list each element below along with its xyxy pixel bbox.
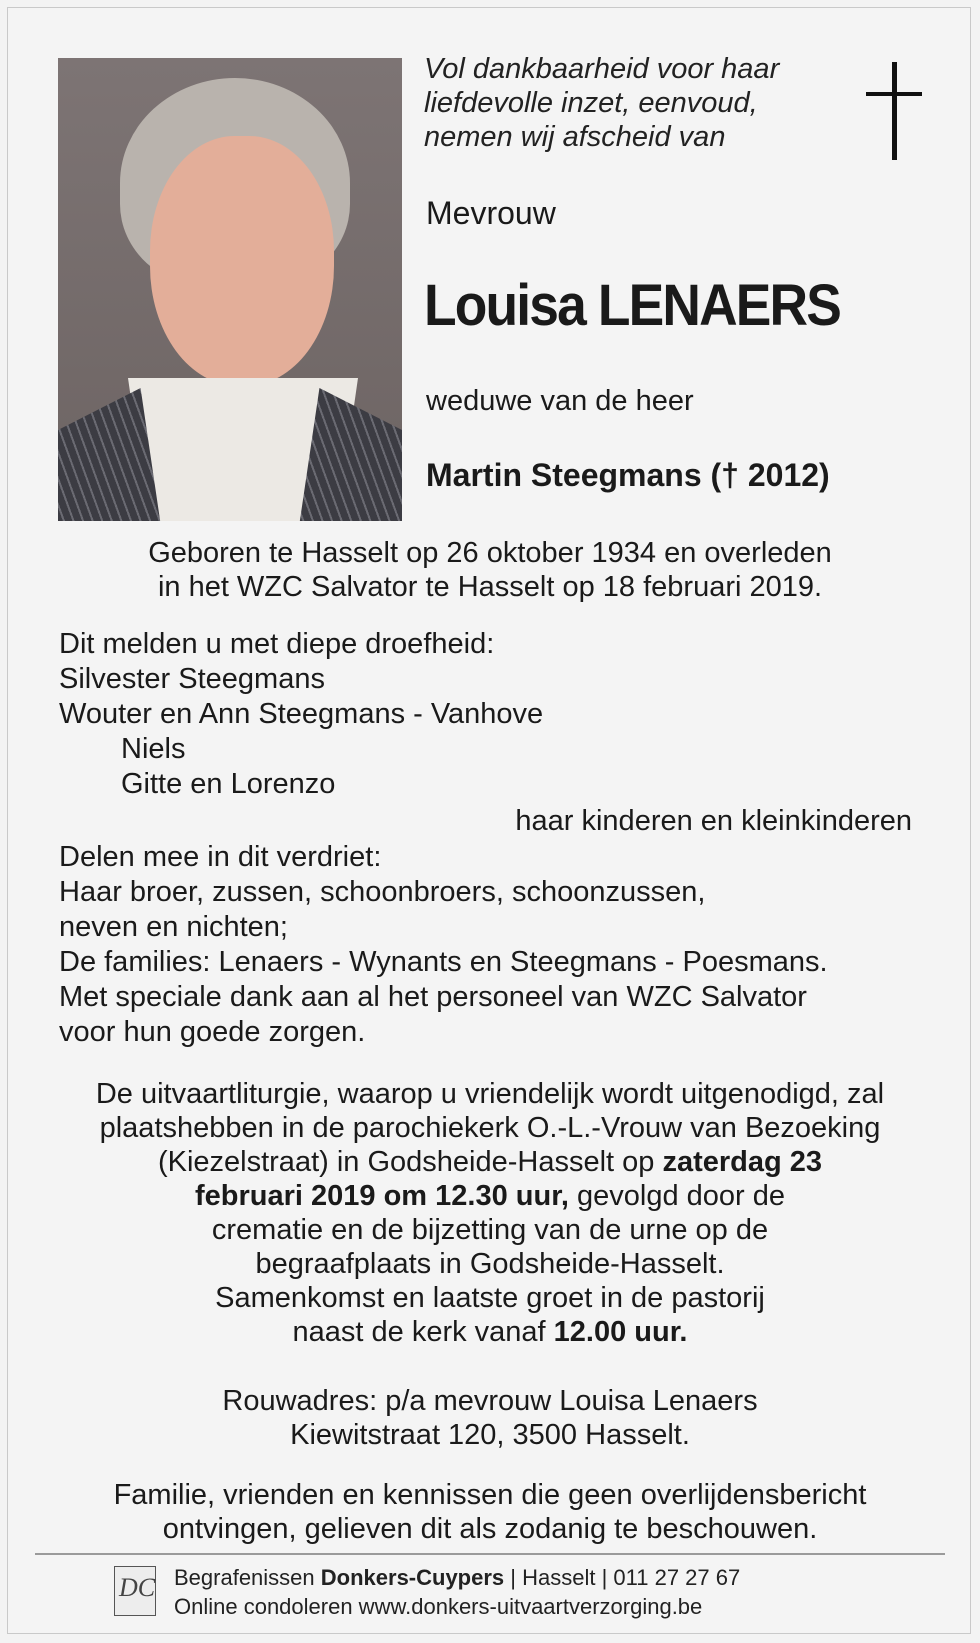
grandchild-line: Niels [121,733,186,765]
funeral-home-footer [174,1563,740,1621]
liturgy-line: crematie en de bijzetting van de urne op de [211,1214,769,1246]
share-line: Delen mee in dit verdriet: [59,841,382,873]
liturgy-line: Samenkomst en laatste groet in de pastorij [215,1282,765,1314]
liturgy-line: februari 2019 om 12.30 uur, gevolgd door de [194,1180,786,1212]
liturgy-date-time: februari 2019 om 12.30 uur, [194,1180,569,1212]
grandchild-line: Gitte en Lorenzo [121,768,336,800]
funeral-home-name: Donkers-Cuypers [320,1565,505,1590]
mourner-line: Wouter en Ann Steegmans - Vanhove [59,698,544,730]
mourner-line: Silvester Steegmans [59,663,325,695]
mourners-block [59,627,543,802]
portrait-photo [58,58,402,521]
closing-note [0,1478,980,1546]
address-line: Kiewitstraat 120, 3500 Hasselt. [290,1419,690,1451]
spouse-name: Martin Steegmans († 2012) [426,457,830,493]
share-line: Met speciale dank aan al het personeel van WZC Salvator [59,981,807,1013]
widow-text: weduwe van de heer [426,385,694,417]
birth-death-text [0,536,980,604]
liturgy-line: De uitvaartliturgie, waarop u vriendelijk wordt uitgenodigd, zal [95,1078,885,1110]
share-line: neven en nichten; [59,911,288,943]
intro-text: Vol dankbaarheid voor haar liefdevolle inzet, eenvoud, nemen wij afscheid van [424,53,780,153]
condolence-link[interactable]: Online condoleren www.donkers-uitvaartverzorging.be [174,1594,703,1619]
birth-line: Geboren te Hasselt op 26 oktober 1934 en overleden [148,537,832,569]
liturgy-block [0,1077,980,1349]
closing-line: ontvingen, gelieven dit als zodanig te beschouwen. [162,1513,818,1545]
mourners-intro: Dit melden u met diepe droefheid: [59,628,495,660]
liturgy-line: begraafplaats in Godsheide-Hasselt. [255,1248,725,1280]
liturgy-date: zaterdag 23 [662,1146,823,1178]
share-block [59,840,828,1050]
liturgy-line: naast de kerk vanaf 12.00 uur. [292,1316,688,1348]
address-line: Rouwadres: p/a mevrouw Louisa Lenaers [222,1385,758,1417]
share-line: voor hun goede zorgen. [59,1016,366,1048]
liturgy-line: (Kiezelstraat) in Godsheide-Hasselt op zaterdag 23 [157,1146,823,1178]
cross-icon [866,62,922,160]
closing-line: Familie, vrienden en kennissen die geen overlijdensbericht [113,1479,867,1511]
relation-text: haar kinderen en kleinkinderen [515,805,912,837]
share-line: De families: Lenaers - Wynants en Steegmans - Poesmans. [59,946,828,978]
title-word: Mevrouw [426,195,556,231]
portrait-face [150,136,334,386]
gathering-time: 12.00 uur. [553,1316,688,1348]
footer-divider [35,1553,945,1555]
share-line: Haar broer, zussen, schoonbroers, schoonzussen, [59,876,706,908]
address-block [0,1384,980,1452]
death-line: in het WZC Salvator te Hasselt op 18 februari 2019. [157,571,823,603]
funeral-home-logo: DC [114,1566,156,1616]
deceased-name: Louisa LENAERS [424,273,840,338]
funeral-home-line: Begrafenissen Donkers-Cuypers | Hasselt | 011 27 27 67 [174,1565,741,1590]
liturgy-line: plaatshebben in de parochiekerk O.-L.-Vrouw van Bezoeking [99,1112,881,1144]
